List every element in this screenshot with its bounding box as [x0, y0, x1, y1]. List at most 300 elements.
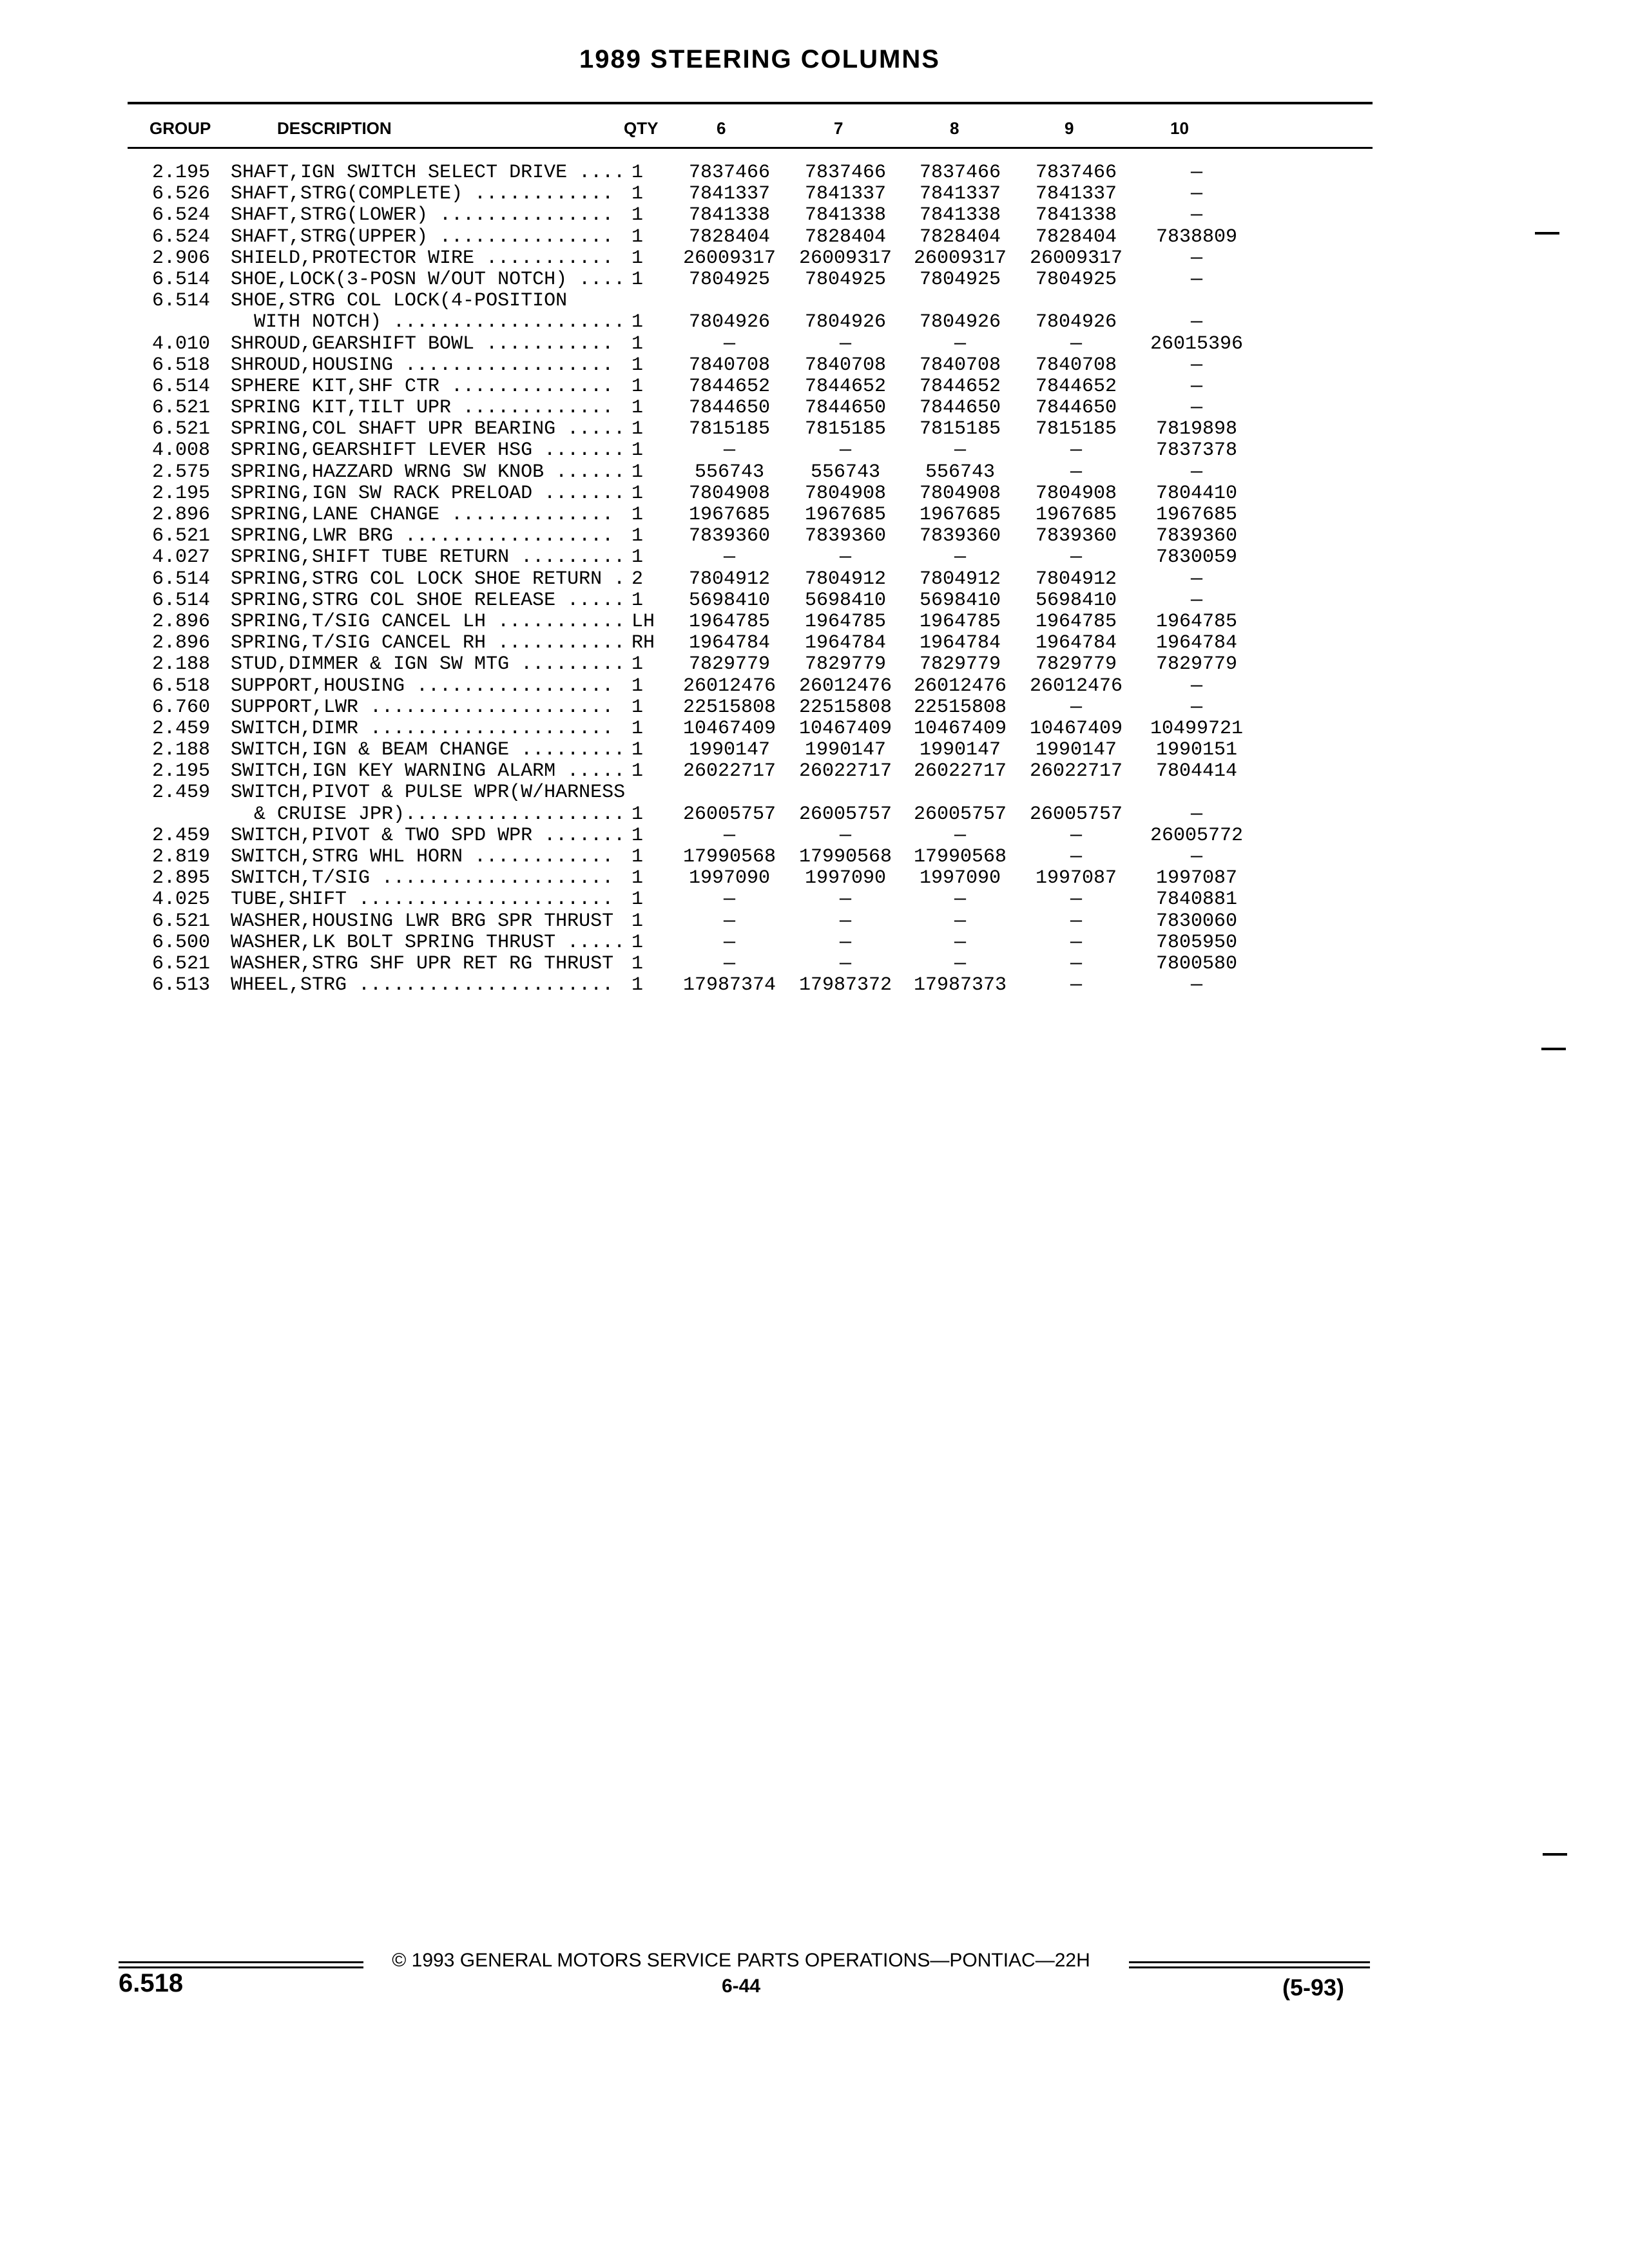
- part-number-col-10: 1990151: [1155, 739, 1238, 762]
- table-row: [0, 718, 1629, 740]
- part-number-col-9: —: [1070, 546, 1082, 569]
- part-number-col-9: —: [1070, 439, 1082, 462]
- header-group: GROUP: [149, 119, 211, 138]
- description-cell: SWITCH,STRG WHL HORN ............: [231, 846, 614, 868]
- table-row: [0, 889, 1629, 910]
- part-number-col-9: 7844650: [1035, 397, 1117, 419]
- qty-cell: 1: [631, 162, 644, 184]
- part-number-col-8: —: [954, 952, 966, 975]
- footer-bottom-left-rule: [119, 1966, 363, 1968]
- part-number-col-8: 22515808: [913, 696, 1007, 718]
- part-number-col-9: —: [1070, 931, 1082, 954]
- qty-cell: 1: [631, 653, 644, 676]
- margin-mark: [1535, 232, 1559, 235]
- part-number-col-10: 7829779: [1155, 653, 1238, 676]
- part-number-col-10: —: [1190, 247, 1202, 269]
- part-number-col-6: 26022717: [682, 760, 776, 783]
- qty-cell: 1: [631, 760, 644, 783]
- group-cell: 6.524: [151, 226, 210, 248]
- part-number-col-10: —: [1190, 183, 1202, 206]
- qty-cell: 1: [631, 910, 644, 932]
- qty-cell: 1: [631, 824, 644, 847]
- table-row: [0, 505, 1629, 526]
- part-number-col-7: 26009317: [798, 247, 892, 269]
- group-cell: 2.459: [151, 782, 210, 804]
- part-number-col-7: —: [839, 439, 851, 462]
- part-number-col-10: —: [1190, 311, 1202, 334]
- group-cell: 6.521: [151, 397, 210, 419]
- header-col-7: 7: [834, 119, 843, 138]
- description-cell: SPRING,HAZZARD WRNG SW KNOB ......: [231, 461, 626, 483]
- group-cell: 4.025: [151, 889, 210, 911]
- description-cell: SWITCH,IGN KEY WARNING ALARM .....: [231, 760, 626, 783]
- part-number-col-8: 556743: [925, 461, 996, 483]
- part-number-col-8: 7804926: [919, 311, 1001, 334]
- part-number-col-8: 26005757: [913, 803, 1007, 825]
- header-col-8: 8: [950, 119, 959, 138]
- part-number-col-10: 7839360: [1155, 525, 1238, 548]
- table-row: [0, 526, 1629, 547]
- part-number-col-7: 7844652: [804, 375, 887, 398]
- part-number-col-7: 26012476: [798, 675, 892, 697]
- footer-right-rule: [1129, 1961, 1370, 1963]
- part-number-col-9: 7804912: [1035, 568, 1117, 590]
- part-number-col-9: 7804925: [1035, 268, 1117, 291]
- group-cell: 6.514: [151, 290, 210, 312]
- part-number-col-6: 26009317: [682, 247, 776, 269]
- part-number-col-8: 7840708: [919, 354, 1001, 376]
- part-number-col-8: 7804925: [919, 268, 1001, 291]
- part-number-col-8: 10467409: [913, 717, 1007, 740]
- header-top-rule: [128, 102, 1373, 104]
- description-cell: SPRING,IGN SW RACK PRELOAD .......: [231, 482, 626, 505]
- part-number-col-6: 7828404: [688, 226, 771, 248]
- part-number-col-10: 7800580: [1155, 952, 1238, 975]
- group-cell: 2.195: [151, 162, 210, 184]
- group-cell: 2.896: [151, 610, 210, 633]
- page-title: 1989 STEERING COLUMNS: [579, 45, 940, 73]
- group-cell: 4.010: [151, 332, 210, 355]
- qty-cell: 1: [631, 354, 644, 376]
- part-number-col-9: —: [1070, 952, 1082, 975]
- part-number-col-7: 1964784: [804, 632, 887, 655]
- table-row: [0, 740, 1629, 761]
- table-row: [0, 291, 1629, 312]
- part-number-col-7: 26005757: [798, 803, 892, 825]
- part-number-col-9: 26022717: [1029, 760, 1123, 783]
- part-number-col-6: 17990568: [682, 846, 776, 868]
- group-cell: 6.514: [151, 589, 210, 611]
- group-cell: 2.906: [151, 247, 210, 269]
- part-number-col-7: 7837466: [804, 162, 887, 184]
- part-number-col-10: 26005772: [1150, 824, 1244, 847]
- part-number-col-9: —: [1070, 974, 1082, 997]
- qty-cell: 1: [631, 952, 644, 975]
- qty-cell: 1: [631, 439, 644, 462]
- description-cell: SPRING,STRG COL LOCK SHOE RETURN .: [231, 568, 626, 590]
- description-cell: SWITCH,PIVOT & PULSE WPR(W/HARNESS: [231, 782, 626, 804]
- group-cell: 6.514: [151, 375, 210, 398]
- part-number-col-6: 7804925: [688, 268, 771, 291]
- footer-left-rule: [119, 1961, 363, 1963]
- part-number-col-7: —: [839, 824, 851, 847]
- qty-cell: 1: [631, 846, 644, 868]
- part-number-col-6: —: [723, 824, 735, 847]
- description-cell: SPRING,LWR BRG ..................: [231, 525, 614, 548]
- description-cell: WHEEL,STRG ......................: [231, 974, 614, 997]
- part-number-col-6: 7804926: [688, 311, 771, 334]
- footer-date: (5-93): [1282, 1974, 1345, 2001]
- part-number-col-8: 1967685: [919, 504, 1001, 526]
- part-number-col-8: —: [954, 439, 966, 462]
- description-cell: STUD,DIMMER & IGN SW MTG .........: [231, 653, 626, 676]
- group-cell: 2.459: [151, 717, 210, 740]
- part-number-col-7: 1967685: [804, 504, 887, 526]
- table-row: [0, 376, 1629, 398]
- qty-cell: 1: [631, 247, 644, 269]
- part-number-col-8: 7841338: [919, 204, 1001, 227]
- margin-mark: [1541, 1048, 1566, 1050]
- part-number-col-8: 7828404: [919, 226, 1001, 248]
- qty-cell: RH: [631, 632, 655, 655]
- group-cell: 2.575: [151, 461, 210, 483]
- qty-cell: 1: [631, 204, 644, 227]
- part-number-col-8: 7804912: [919, 568, 1001, 590]
- part-number-col-6: 7841338: [688, 204, 771, 227]
- group-cell: 6.524: [151, 204, 210, 227]
- qty-cell: 1: [631, 418, 644, 441]
- part-number-col-7: 7841338: [804, 204, 887, 227]
- description-cell: SHIELD,PROTECTOR WIRE ...........: [231, 247, 614, 269]
- description-cell: SPRING KIT,TILT UPR .............: [231, 397, 614, 419]
- part-number-col-6: 5698410: [688, 589, 771, 611]
- part-number-col-10: 7837378: [1155, 439, 1238, 462]
- part-number-col-8: 7829779: [919, 653, 1001, 676]
- qty-cell: 1: [631, 226, 644, 248]
- part-number-col-6: —: [723, 910, 735, 932]
- part-number-col-6: 1997090: [688, 867, 771, 890]
- group-cell: 2.819: [151, 846, 210, 868]
- part-number-col-7: 7839360: [804, 525, 887, 548]
- group-cell: 2.896: [151, 632, 210, 655]
- group-cell: 2.895: [151, 867, 210, 890]
- table-row: [0, 162, 1629, 184]
- table-row: [0, 804, 1629, 825]
- part-number-col-9: —: [1070, 889, 1082, 911]
- part-number-col-7: 7828404: [804, 226, 887, 248]
- part-number-col-10: —: [1190, 589, 1202, 611]
- footer-page-number: 6-44: [721, 1975, 761, 1997]
- part-number-col-6: 26012476: [682, 675, 776, 697]
- qty-cell: 1: [631, 717, 644, 740]
- part-number-col-8: —: [954, 546, 966, 569]
- part-number-col-8: —: [954, 910, 966, 932]
- part-number-col-10: 1967685: [1155, 504, 1238, 526]
- description-cell: WASHER,HOUSING LWR BRG SPR THRUST: [231, 910, 614, 932]
- table-row: [0, 676, 1629, 697]
- description-cell: SUPPORT,LWR .....................: [231, 696, 614, 718]
- part-number-col-8: 1990147: [919, 739, 1001, 762]
- part-number-col-9: 7841337: [1035, 183, 1117, 206]
- group-cell: 2.188: [151, 739, 210, 762]
- table-row: [0, 932, 1629, 954]
- group-cell: 2.188: [151, 653, 210, 676]
- part-number-col-6: 26005757: [682, 803, 776, 825]
- table-row: [0, 975, 1629, 996]
- part-number-col-6: —: [723, 889, 735, 911]
- group-cell: 6.518: [151, 354, 210, 376]
- part-number-col-9: —: [1070, 461, 1082, 483]
- part-number-col-8: 1964785: [919, 610, 1001, 633]
- table-row: [0, 398, 1629, 419]
- description-cell: TUBE,SHIFT ......................: [231, 889, 614, 911]
- part-number-col-10: —: [1190, 568, 1202, 590]
- part-number-col-9: 7837466: [1035, 162, 1117, 184]
- part-number-col-8: 26009317: [913, 247, 1007, 269]
- header-bottom-rule: [128, 147, 1373, 149]
- part-number-col-8: 7839360: [919, 525, 1001, 548]
- part-number-col-7: 1997090: [804, 867, 887, 890]
- description-cell: SPRING,LANE CHANGE ..............: [231, 504, 614, 526]
- part-number-col-9: 1990147: [1035, 739, 1117, 762]
- part-number-col-9: 5698410: [1035, 589, 1117, 611]
- part-number-col-7: 7804925: [804, 268, 887, 291]
- group-cell: 6.760: [151, 696, 210, 718]
- qty-cell: 1: [631, 546, 644, 569]
- description-cell: SWITCH,IGN & BEAM CHANGE .........: [231, 739, 626, 762]
- description-cell: SHAFT,STRG(LOWER) ...............: [231, 204, 614, 227]
- part-number-col-10: 7819898: [1155, 418, 1238, 441]
- part-number-col-9: 26005757: [1029, 803, 1123, 825]
- part-number-col-6: 7837466: [688, 162, 771, 184]
- part-number-col-8: —: [954, 889, 966, 911]
- part-number-col-6: 1964784: [688, 632, 771, 655]
- margin-mark: [1543, 1853, 1567, 1856]
- part-number-col-10: 7830059: [1155, 546, 1238, 569]
- part-number-col-8: 26022717: [913, 760, 1007, 783]
- group-cell: 6.513: [151, 974, 210, 997]
- part-number-col-7: 556743: [810, 461, 881, 483]
- part-number-col-9: —: [1070, 846, 1082, 868]
- description-cell: SPRING,T/SIG CANCEL RH ...........: [231, 632, 626, 655]
- table-row: [0, 227, 1629, 248]
- part-number-col-9: 26012476: [1029, 675, 1123, 697]
- description-cell: SHOE,STRG COL LOCK(4-POSITION: [231, 290, 568, 312]
- part-number-col-10: 1964785: [1155, 610, 1238, 633]
- part-number-col-10: —: [1190, 846, 1202, 868]
- part-number-col-9: —: [1070, 824, 1082, 847]
- table-row: [0, 462, 1629, 483]
- description-cell: SHROUD,GEARSHIFT BOWL ...........: [231, 332, 614, 355]
- group-cell: 2.896: [151, 504, 210, 526]
- part-number-col-7: 5698410: [804, 589, 887, 611]
- part-number-col-7: 7829779: [804, 653, 887, 676]
- part-number-col-8: 7841337: [919, 183, 1001, 206]
- part-number-col-10: —: [1190, 461, 1202, 483]
- part-number-col-9: 7804908: [1035, 482, 1117, 505]
- part-number-col-9: 7839360: [1035, 525, 1117, 548]
- group-cell: 6.514: [151, 568, 210, 590]
- part-number-col-10: —: [1190, 162, 1202, 184]
- part-number-col-6: 7829779: [688, 653, 771, 676]
- part-number-col-10: 7838809: [1155, 226, 1238, 248]
- part-number-col-8: 26012476: [913, 675, 1007, 697]
- footer-section-number: 6.518: [119, 1969, 184, 1997]
- part-number-col-7: 17990568: [798, 846, 892, 868]
- description-cell: SPHERE KIT,SHF CTR ..............: [231, 375, 614, 398]
- table-row: [0, 440, 1629, 461]
- part-number-col-10: —: [1190, 354, 1202, 376]
- part-number-col-8: 1997090: [919, 867, 1001, 890]
- part-number-col-7: 26022717: [798, 760, 892, 783]
- group-cell: 2.459: [151, 824, 210, 847]
- part-number-col-10: 26015396: [1150, 332, 1244, 355]
- part-number-col-9: —: [1070, 696, 1082, 718]
- qty-cell: 1: [631, 504, 644, 526]
- part-number-col-7: 1990147: [804, 739, 887, 762]
- part-number-col-10: —: [1190, 974, 1202, 997]
- part-number-col-6: 7815185: [688, 418, 771, 441]
- part-number-col-8: —: [954, 332, 966, 355]
- part-number-col-7: —: [839, 910, 851, 932]
- qty-cell: 1: [631, 375, 644, 398]
- qty-cell: 1: [631, 311, 644, 334]
- part-number-col-6: 17987374: [682, 974, 776, 997]
- table-row: [0, 312, 1629, 333]
- part-number-col-7: —: [839, 931, 851, 954]
- part-number-col-10: 7840881: [1155, 889, 1238, 911]
- table-row: [0, 184, 1629, 205]
- header-qty: QTY: [624, 119, 659, 138]
- table-row: [0, 569, 1629, 590]
- part-number-col-7: —: [839, 952, 851, 975]
- table-row: [0, 611, 1629, 633]
- description-cell: SWITCH,PIVOT & TWO SPD WPR .......: [231, 824, 626, 847]
- part-number-col-6: 7804908: [688, 482, 771, 505]
- part-number-col-6: 1967685: [688, 504, 771, 526]
- part-number-col-8: 17987373: [913, 974, 1007, 997]
- part-number-col-8: 7844650: [919, 397, 1001, 419]
- part-number-col-7: —: [839, 889, 851, 911]
- part-number-col-7: 7804926: [804, 311, 887, 334]
- part-number-col-10: —: [1190, 675, 1202, 697]
- part-number-col-6: 7804912: [688, 568, 771, 590]
- part-number-col-6: —: [723, 332, 735, 355]
- part-number-col-9: 10467409: [1029, 717, 1123, 740]
- part-number-col-10: 7804414: [1155, 760, 1238, 783]
- group-cell: 6.518: [151, 675, 210, 697]
- group-cell: 6.521: [151, 418, 210, 441]
- qty-cell: 1: [631, 589, 644, 611]
- part-number-col-7: 7815185: [804, 418, 887, 441]
- group-cell: 6.526: [151, 183, 210, 206]
- qty-cell: 1: [631, 482, 644, 505]
- part-number-col-8: 7837466: [919, 162, 1001, 184]
- part-number-col-6: 22515808: [682, 696, 776, 718]
- part-number-col-10: 1997087: [1155, 867, 1238, 890]
- qty-cell: 1: [631, 739, 644, 762]
- part-number-col-10: —: [1190, 397, 1202, 419]
- table-row: [0, 355, 1629, 376]
- part-number-col-7: —: [839, 332, 851, 355]
- description-cell: SWITCH,DIMR .....................: [231, 717, 614, 740]
- table-row: [0, 825, 1629, 847]
- part-number-col-7: 7804908: [804, 482, 887, 505]
- part-number-col-6: —: [723, 439, 735, 462]
- qty-cell: 1: [631, 461, 644, 483]
- table-row: [0, 269, 1629, 291]
- part-number-col-7: 10467409: [798, 717, 892, 740]
- part-number-col-8: —: [954, 931, 966, 954]
- description-cell: SHAFT,STRG(UPPER) ...............: [231, 226, 614, 248]
- part-number-col-9: —: [1070, 910, 1082, 932]
- table-row: [0, 847, 1629, 868]
- header-col-9: 9: [1065, 119, 1074, 138]
- part-number-col-8: 5698410: [919, 589, 1001, 611]
- parts-table: [0, 162, 1629, 996]
- qty-cell: 1: [631, 332, 644, 355]
- part-number-col-9: 7840708: [1035, 354, 1117, 376]
- footer-copyright: © 1993 GENERAL MOTORS SERVICE PARTS OPERATIONS—PONTIAC—22H: [392, 1950, 1090, 1971]
- qty-cell: 1: [631, 525, 644, 548]
- description-cell: SUPPORT,HOUSING .................: [231, 675, 614, 697]
- group-cell: 6.521: [151, 525, 210, 548]
- part-number-col-9: 7828404: [1035, 226, 1117, 248]
- part-number-col-6: —: [723, 931, 735, 954]
- table-row: [0, 334, 1629, 355]
- part-number-col-10: —: [1190, 696, 1202, 718]
- description-cell: SHAFT,STRG(COMPLETE) ............: [231, 183, 614, 206]
- description-cell: SWITCH,T/SIG ....................: [231, 867, 614, 890]
- table-row: [0, 868, 1629, 889]
- description-cell: SPRING,SHIFT TUBE RETURN .........: [231, 546, 626, 569]
- group-cell: 4.008: [151, 439, 210, 462]
- table-row: [0, 633, 1629, 654]
- part-number-col-10: —: [1190, 803, 1202, 825]
- part-number-col-9: 7815185: [1035, 418, 1117, 441]
- table-row: [0, 483, 1629, 505]
- part-number-col-9: —: [1070, 332, 1082, 355]
- part-number-col-10: 10499721: [1150, 717, 1244, 740]
- header-col-10: 10: [1170, 119, 1189, 138]
- qty-cell: 2: [631, 568, 644, 590]
- part-number-col-6: —: [723, 952, 735, 975]
- part-number-col-6: 1990147: [688, 739, 771, 762]
- qty-cell: 1: [631, 183, 644, 206]
- footer-bottom-right-rule: [1129, 1966, 1370, 1968]
- qty-cell: 1: [631, 675, 644, 697]
- table-row: [0, 782, 1629, 803]
- part-number-col-10: 1964784: [1155, 632, 1238, 655]
- qty-cell: 1: [631, 397, 644, 419]
- part-number-col-6: 7840708: [688, 354, 771, 376]
- part-number-col-6: 7844650: [688, 397, 771, 419]
- description-cell: SPRING,GEARSHIFT LEVER HSG .......: [231, 439, 626, 462]
- part-number-col-10: —: [1190, 268, 1202, 291]
- table-row: [0, 547, 1629, 568]
- part-number-col-10: 7830060: [1155, 910, 1238, 932]
- description-cell: SHOE,LOCK(3-POSN W/OUT NOTCH) ....: [231, 268, 626, 291]
- part-number-col-8: —: [954, 824, 966, 847]
- description-cell: & CRUISE JPR)...................: [231, 803, 626, 825]
- table-row: [0, 205, 1629, 226]
- description-cell: WASHER,STRG SHF UPR RET RG THRUST: [231, 952, 614, 975]
- part-number-col-10: 7805950: [1155, 931, 1238, 954]
- part-number-col-10: 7804410: [1155, 482, 1238, 505]
- description-cell: SPRING,STRG COL SHOE RELEASE .....: [231, 589, 626, 611]
- qty-cell: 1: [631, 268, 644, 291]
- part-number-col-9: 7804926: [1035, 311, 1117, 334]
